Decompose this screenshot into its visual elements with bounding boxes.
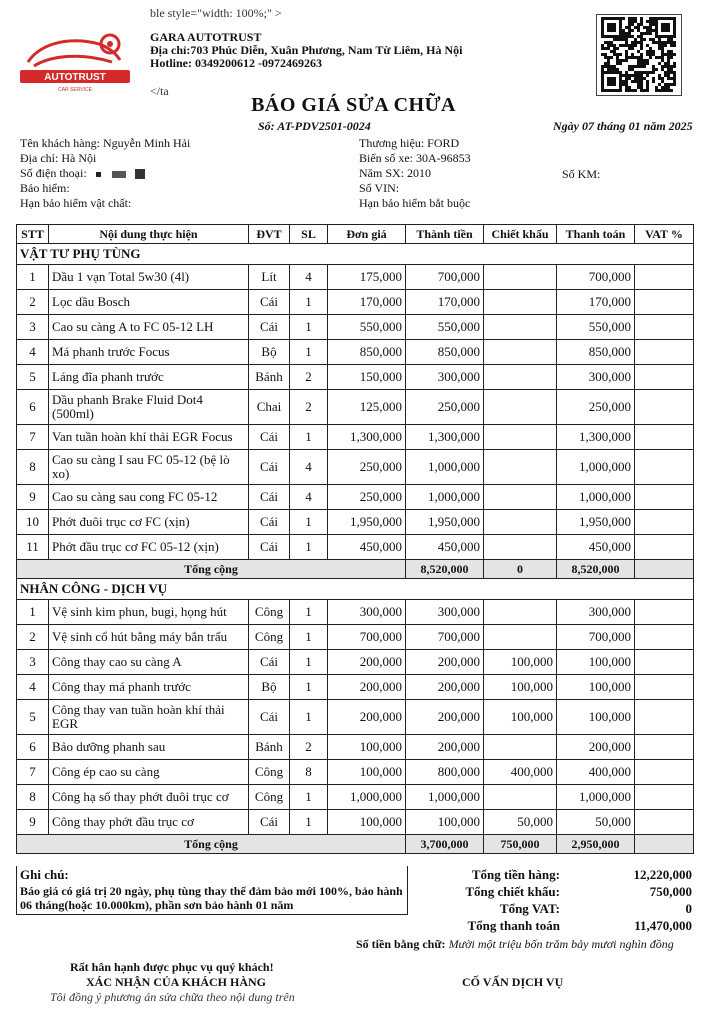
total-thanhtien: 3,700,000 — [406, 835, 484, 854]
cell-dvt: Cái — [249, 315, 290, 340]
amount-in-words — [356, 937, 674, 952]
cell-thanhtien: 800,000 — [406, 760, 484, 785]
cell-dongia: 100,000 — [328, 735, 406, 760]
cell-vat — [635, 290, 694, 315]
cell-ck: 100,000 — [484, 675, 557, 700]
cell-ck — [484, 625, 557, 650]
cell-name: Công hạ số thay phớt đuôi trục cơ — [49, 785, 249, 810]
quote-date: Ngày 07 tháng 01 năm 2025 — [553, 119, 693, 133]
cell-dongia: 250,000 — [328, 485, 406, 510]
table-row — [17, 735, 694, 760]
cell-thanhtien: 300,000 — [406, 600, 484, 625]
cell-vat — [635, 760, 694, 785]
total-row — [17, 835, 694, 854]
amount-in-words-label: Số tiền bằng chữ: — [356, 937, 446, 951]
cell-thanhtien: 200,000 — [406, 650, 484, 675]
cell-ck — [484, 485, 557, 510]
company-name: GARA AUTOTRUST — [150, 30, 262, 44]
cell-name: Phớt đầu trục cơ FC 05-12 (xịn) — [49, 535, 249, 560]
cell-stt: 7 — [17, 760, 49, 785]
cell-vat — [635, 535, 694, 560]
total-tt: 2,950,000 — [557, 835, 635, 854]
vehicle-info — [359, 136, 471, 211]
cell-sl: 1 — [290, 510, 328, 535]
cell-vat — [635, 365, 694, 390]
cell-tt: 200,000 — [557, 735, 635, 760]
cell-ck — [484, 340, 557, 365]
cell-tt: 400,000 — [557, 760, 635, 785]
cell-dongia: 1,950,000 — [328, 510, 406, 535]
cell-sl: 4 — [290, 485, 328, 510]
cell-thanhtien: 250,000 — [406, 390, 484, 425]
cell-sl: 1 — [290, 535, 328, 560]
cell-sl: 1 — [290, 290, 328, 315]
cell-dvt: Bộ — [249, 340, 290, 365]
column-header: STT — [17, 225, 49, 244]
column-header: Đơn giá — [328, 225, 406, 244]
cell-vat — [635, 315, 694, 340]
cell-dongia: 150,000 — [328, 365, 406, 390]
cell-tt: 1,000,000 — [557, 785, 635, 810]
cell-vat — [635, 650, 694, 675]
cell-vat — [635, 600, 694, 625]
total-ck: 0 — [484, 560, 557, 579]
table-row — [17, 510, 694, 535]
cell-sl: 1 — [290, 810, 328, 835]
cell-stt: 4 — [17, 340, 49, 365]
company-block — [150, 31, 463, 70]
customer-confirm-title: XÁC NHẬN CỦA KHÁCH HÀNG — [86, 975, 266, 989]
total-vat-value: 0 — [685, 901, 692, 916]
cell-tt: 100,000 — [557, 700, 635, 735]
section-row — [17, 244, 694, 265]
column-header: Nội dung thực hiện — [49, 225, 249, 244]
cell-tt: 1,000,000 — [557, 485, 635, 510]
cell-dvt: Cái — [249, 650, 290, 675]
cell-thanhtien: 170,000 — [406, 290, 484, 315]
cell-sl: 1 — [290, 625, 328, 650]
cell-dvt: Cái — [249, 485, 290, 510]
cell-dongia: 125,000 — [328, 390, 406, 425]
cell-dvt: Cái — [249, 810, 290, 835]
cell-tt: 170,000 — [557, 290, 635, 315]
cell-stt: 3 — [17, 315, 49, 340]
company-address: Địa chỉ:703 Phúc Diễn, Xuân Phương, Nam Từ Liêm, Hà Nội — [150, 43, 463, 57]
cell-ck: 100,000 — [484, 700, 557, 735]
cell-dvt: Bộ — [249, 675, 290, 700]
cell-name: Công thay phớt đầu trục cơ — [49, 810, 249, 835]
cell-vat — [635, 340, 694, 365]
cell-sl: 1 — [290, 675, 328, 700]
cell-ck — [484, 265, 557, 290]
cell-dvt: Cái — [249, 425, 290, 450]
table-header-row — [17, 225, 694, 244]
cell-dvt: Cái — [249, 450, 290, 485]
cell-thanhtien: 550,000 — [406, 315, 484, 340]
notes-title: Ghi chú: — [20, 867, 69, 882]
customer-address: Địa chỉ: Hà Nội — [20, 151, 97, 165]
cell-dongia: 200,000 — [328, 700, 406, 735]
column-header: Thanh toán — [557, 225, 635, 244]
cell-stt: 6 — [17, 390, 49, 425]
vehicle-brand: Thương hiệu: FORD — [359, 136, 460, 150]
cell-dongia: 850,000 — [328, 340, 406, 365]
table-row — [17, 390, 694, 425]
total-vat — [635, 560, 694, 579]
cell-stt: 5 — [17, 700, 49, 735]
table-row — [17, 625, 694, 650]
cell-dongia: 700,000 — [328, 625, 406, 650]
insurance: Bảo hiểm: — [20, 181, 70, 195]
cell-ck — [484, 735, 557, 760]
cell-tt: 100,000 — [557, 650, 635, 675]
cell-dvt: Bánh — [249, 735, 290, 760]
cell-vat — [635, 810, 694, 835]
cell-name: Bảo dưỡng phanh sau — [49, 735, 249, 760]
cell-name: Công thay cao su càng A — [49, 650, 249, 675]
table-row — [17, 450, 694, 485]
cell-dvt: Cái — [249, 290, 290, 315]
cell-sl: 4 — [290, 265, 328, 290]
table-row — [17, 425, 694, 450]
cell-dongia: 550,000 — [328, 315, 406, 340]
cell-thanhtien: 1,000,000 — [406, 485, 484, 510]
quote-table — [16, 224, 694, 854]
cell-sl: 1 — [290, 650, 328, 675]
cell-ck — [484, 365, 557, 390]
total-vat — [635, 835, 694, 854]
table-row — [17, 290, 694, 315]
cell-tt: 100,000 — [557, 675, 635, 700]
cell-name: Công ép cao su càng — [49, 760, 249, 785]
table-row — [17, 700, 694, 735]
cell-tt: 550,000 — [557, 315, 635, 340]
cell-name: Công thay má phanh trước — [49, 675, 249, 700]
cell-stt: 8 — [17, 785, 49, 810]
cell-dvt: Chai — [249, 390, 290, 425]
cell-dongia: 170,000 — [328, 290, 406, 315]
total-discount-label: Tổng chiết khấu: — [465, 884, 560, 899]
customer-agree-text: Tôi đồng ý phương án sửa chữa theo nội dung trên — [50, 990, 295, 1004]
cell-stt: 2 — [17, 625, 49, 650]
cell-thanhtien: 850,000 — [406, 340, 484, 365]
thanks-text: Rất hân hạnh được phục vụ quý khách! — [70, 960, 274, 974]
cell-sl: 4 — [290, 450, 328, 485]
cell-name: Láng đĩa phanh trước — [49, 365, 249, 390]
customer-name: Tên khách hàng: Nguyễn Minh Hải — [20, 136, 191, 150]
cell-ck: 100,000 — [484, 650, 557, 675]
customer-phone: Số điện thoại: — [20, 166, 190, 181]
html-leak-text-2: </ta — [150, 84, 169, 98]
redacted-mark — [96, 172, 101, 177]
cell-stt: 9 — [17, 810, 49, 835]
column-header: Chiết khấu — [484, 225, 557, 244]
cell-ck — [484, 785, 557, 810]
cell-name: Má phanh trước Focus — [49, 340, 249, 365]
cell-dongia: 250,000 — [328, 450, 406, 485]
cell-dvt: Cái — [249, 700, 290, 735]
cell-dvt: Công — [249, 760, 290, 785]
cell-stt: 5 — [17, 365, 49, 390]
cell-name: Cao su càng A to FC 05-12 LH — [49, 315, 249, 340]
cell-ck — [484, 425, 557, 450]
cell-tt: 250,000 — [557, 390, 635, 425]
amount-in-words-value: Mười một triệu bốn trăm bảy mươi nghìn đồng — [448, 937, 674, 951]
cell-thanhtien: 700,000 — [406, 265, 484, 290]
cell-thanhtien: 200,000 — [406, 735, 484, 760]
cell-name: Van tuần hoàn khí thải EGR Focus — [49, 425, 249, 450]
total-payment-value: 11,470,000 — [634, 918, 692, 933]
cell-vat — [635, 485, 694, 510]
table-row — [17, 365, 694, 390]
total-ck: 750,000 — [484, 835, 557, 854]
section-title: VẬT TƯ PHỤ TÙNG — [17, 244, 694, 265]
cell-dongia: 1,300,000 — [328, 425, 406, 450]
cell-dvt: Bánh — [249, 365, 290, 390]
cell-ck: 400,000 — [484, 760, 557, 785]
quote-number: Số: AT-PDV2501-0024 — [258, 119, 371, 133]
license-plate: Biển số xe: 30A-96853 — [359, 151, 471, 165]
cell-vat — [635, 450, 694, 485]
cell-dvt: Công — [249, 785, 290, 810]
cell-name: Cao su càng I sau FC 05-12 (bệ lò xo) — [49, 450, 249, 485]
cell-sl: 2 — [290, 735, 328, 760]
manufacture-year: Năm SX: 2010 — [359, 166, 431, 180]
total-discount-value: 750,000 — [649, 884, 692, 899]
cell-stt: 7 — [17, 425, 49, 450]
cell-name: Dầu 1 vạn Total 5w30 (4l) — [49, 265, 249, 290]
redacted-mark — [112, 171, 126, 178]
cell-ck — [484, 535, 557, 560]
cell-tt: 700,000 — [557, 265, 635, 290]
cell-dongia: 100,000 — [328, 760, 406, 785]
cell-dongia: 175,000 — [328, 265, 406, 290]
qr-code — [596, 14, 682, 96]
cell-name: Vệ sinh kim phun, bugi, họng hút — [49, 600, 249, 625]
cell-tt: 1,000,000 — [557, 450, 635, 485]
cell-tt: 50,000 — [557, 810, 635, 835]
cell-stt: 9 — [17, 485, 49, 510]
vin: Số VIN: — [359, 181, 400, 195]
cell-name: Dầu phanh Brake Fluid Dot4 (500ml) — [49, 390, 249, 425]
insurance-expiry-material: Hạn bảo hiểm vật chất: — [20, 196, 132, 210]
table-row — [17, 265, 694, 290]
cell-dvt: Công — [249, 625, 290, 650]
column-header: Thành tiền — [406, 225, 484, 244]
cell-thanhtien: 700,000 — [406, 625, 484, 650]
cell-thanhtien: 200,000 — [406, 675, 484, 700]
cell-stt: 1 — [17, 265, 49, 290]
notes-text: Báo giá có giá trị 20 ngày, phụ tùng thay thế đảm bảo mới 100%, bảo hành 06 tháng(hoặc 10.000km), phần sơn bảo hành 01 năm — [20, 884, 403, 912]
cell-stt: 6 — [17, 735, 49, 760]
cell-stt: 8 — [17, 450, 49, 485]
cell-ck — [484, 600, 557, 625]
cell-stt: 2 — [17, 290, 49, 315]
table-row — [17, 675, 694, 700]
total-vat-label: Tổng VAT: — [499, 901, 560, 916]
cell-sl: 2 — [290, 390, 328, 425]
table-row — [17, 600, 694, 625]
redacted-mark — [135, 169, 145, 179]
cell-name: Vệ sinh cổ hút bằng máy bắn trấu — [49, 625, 249, 650]
odometer: Số KM: — [562, 167, 601, 181]
page-title: BÁO GIÁ SỬA CHỮA — [251, 94, 456, 116]
cell-dvt: Cái — [249, 535, 290, 560]
cell-vat — [635, 735, 694, 760]
total-tt: 8,520,000 — [557, 560, 635, 579]
cell-sl: 1 — [290, 425, 328, 450]
cell-sl: 1 — [290, 700, 328, 735]
total-row — [17, 560, 694, 579]
total-goods-value: 12,220,000 — [633, 867, 692, 882]
table-row — [17, 340, 694, 365]
cell-thanhtien: 1,000,000 — [406, 450, 484, 485]
section-title: NHÂN CÔNG - DỊCH VỤ — [17, 579, 694, 600]
table-row — [17, 315, 694, 340]
cell-sl: 1 — [290, 600, 328, 625]
cell-ck — [484, 450, 557, 485]
cell-vat — [635, 675, 694, 700]
total-thanhtien: 8,520,000 — [406, 560, 484, 579]
cell-dvt: Cái — [249, 510, 290, 535]
cell-stt: 4 — [17, 675, 49, 700]
cell-ck: 50,000 — [484, 810, 557, 835]
cell-thanhtien: 1,300,000 — [406, 425, 484, 450]
autotrust-logo — [20, 22, 130, 94]
table-row — [17, 485, 694, 510]
total-payment-label: Tổng thanh toán — [467, 918, 560, 933]
cell-dvt: Lít — [249, 265, 290, 290]
company-hotline: Hotline: 0349200612 -0972469263 — [150, 56, 322, 70]
cell-thanhtien: 300,000 — [406, 365, 484, 390]
cell-thanhtien: 450,000 — [406, 535, 484, 560]
cell-vat — [635, 425, 694, 450]
total-label: Tổng cộng — [17, 835, 406, 854]
cell-vat — [635, 700, 694, 735]
table-row — [17, 785, 694, 810]
cell-thanhtien: 1,950,000 — [406, 510, 484, 535]
section-row — [17, 579, 694, 600]
total-label: Tổng cộng — [17, 560, 406, 579]
service-advisor-title: CỐ VẤN DỊCH VỤ — [462, 975, 564, 989]
cell-tt: 450,000 — [557, 535, 635, 560]
cell-sl: 1 — [290, 340, 328, 365]
cell-thanhtien: 1,000,000 — [406, 785, 484, 810]
cell-vat — [635, 390, 694, 425]
cell-dvt: Công — [249, 600, 290, 625]
table-row — [17, 650, 694, 675]
column-header: ĐVT — [249, 225, 290, 244]
cell-name: Phớt đuôi trục cơ FC (xịn) — [49, 510, 249, 535]
cell-name: Lọc dầu Bosch — [49, 290, 249, 315]
cell-name: Công thay van tuần hoàn khí thải EGR — [49, 700, 249, 735]
cell-vat — [635, 785, 694, 810]
cell-tt: 850,000 — [557, 340, 635, 365]
html-leak-text: ble style="width: 100%;" > — [150, 6, 282, 20]
cell-sl: 1 — [290, 315, 328, 340]
cell-stt: 10 — [17, 510, 49, 535]
cell-stt: 3 — [17, 650, 49, 675]
cell-vat — [635, 510, 694, 535]
cell-stt: 11 — [17, 535, 49, 560]
cell-sl: 1 — [290, 785, 328, 810]
logo-text: AUTOTRUST — [44, 72, 106, 83]
cell-dongia: 100,000 — [328, 810, 406, 835]
cell-ck — [484, 315, 557, 340]
table-row — [17, 810, 694, 835]
cell-tt: 1,950,000 — [557, 510, 635, 535]
cell-tt: 300,000 — [557, 365, 635, 390]
cell-name: Cao su càng sau cong FC 05-12 — [49, 485, 249, 510]
cell-ck — [484, 510, 557, 535]
column-header: VAT % — [635, 225, 694, 244]
cell-thanhtien: 200,000 — [406, 700, 484, 735]
cell-tt: 300,000 — [557, 600, 635, 625]
cell-dongia: 450,000 — [328, 535, 406, 560]
customer-info — [20, 136, 190, 211]
cell-thanhtien: 100,000 — [406, 810, 484, 835]
cell-vat — [635, 265, 694, 290]
total-goods-label: Tổng tiền hàng: — [471, 867, 560, 882]
cell-sl: 8 — [290, 760, 328, 785]
cell-stt: 1 — [17, 600, 49, 625]
insurance-expiry-mandatory: Hạn bảo hiểm bắt buộc — [359, 196, 471, 210]
cell-tt: 1,300,000 — [557, 425, 635, 450]
cell-dongia: 1,000,000 — [328, 785, 406, 810]
cell-dongia: 200,000 — [328, 675, 406, 700]
logo-subtext: CAR SERVICE — [58, 87, 92, 93]
cell-tt: 700,000 — [557, 625, 635, 650]
column-header: SL — [290, 225, 328, 244]
cell-dongia: 200,000 — [328, 650, 406, 675]
cell-ck — [484, 390, 557, 425]
cell-dongia: 300,000 — [328, 600, 406, 625]
cell-ck — [484, 290, 557, 315]
cell-sl: 2 — [290, 365, 328, 390]
table-row — [17, 760, 694, 785]
table-row — [17, 535, 694, 560]
cell-vat — [635, 625, 694, 650]
